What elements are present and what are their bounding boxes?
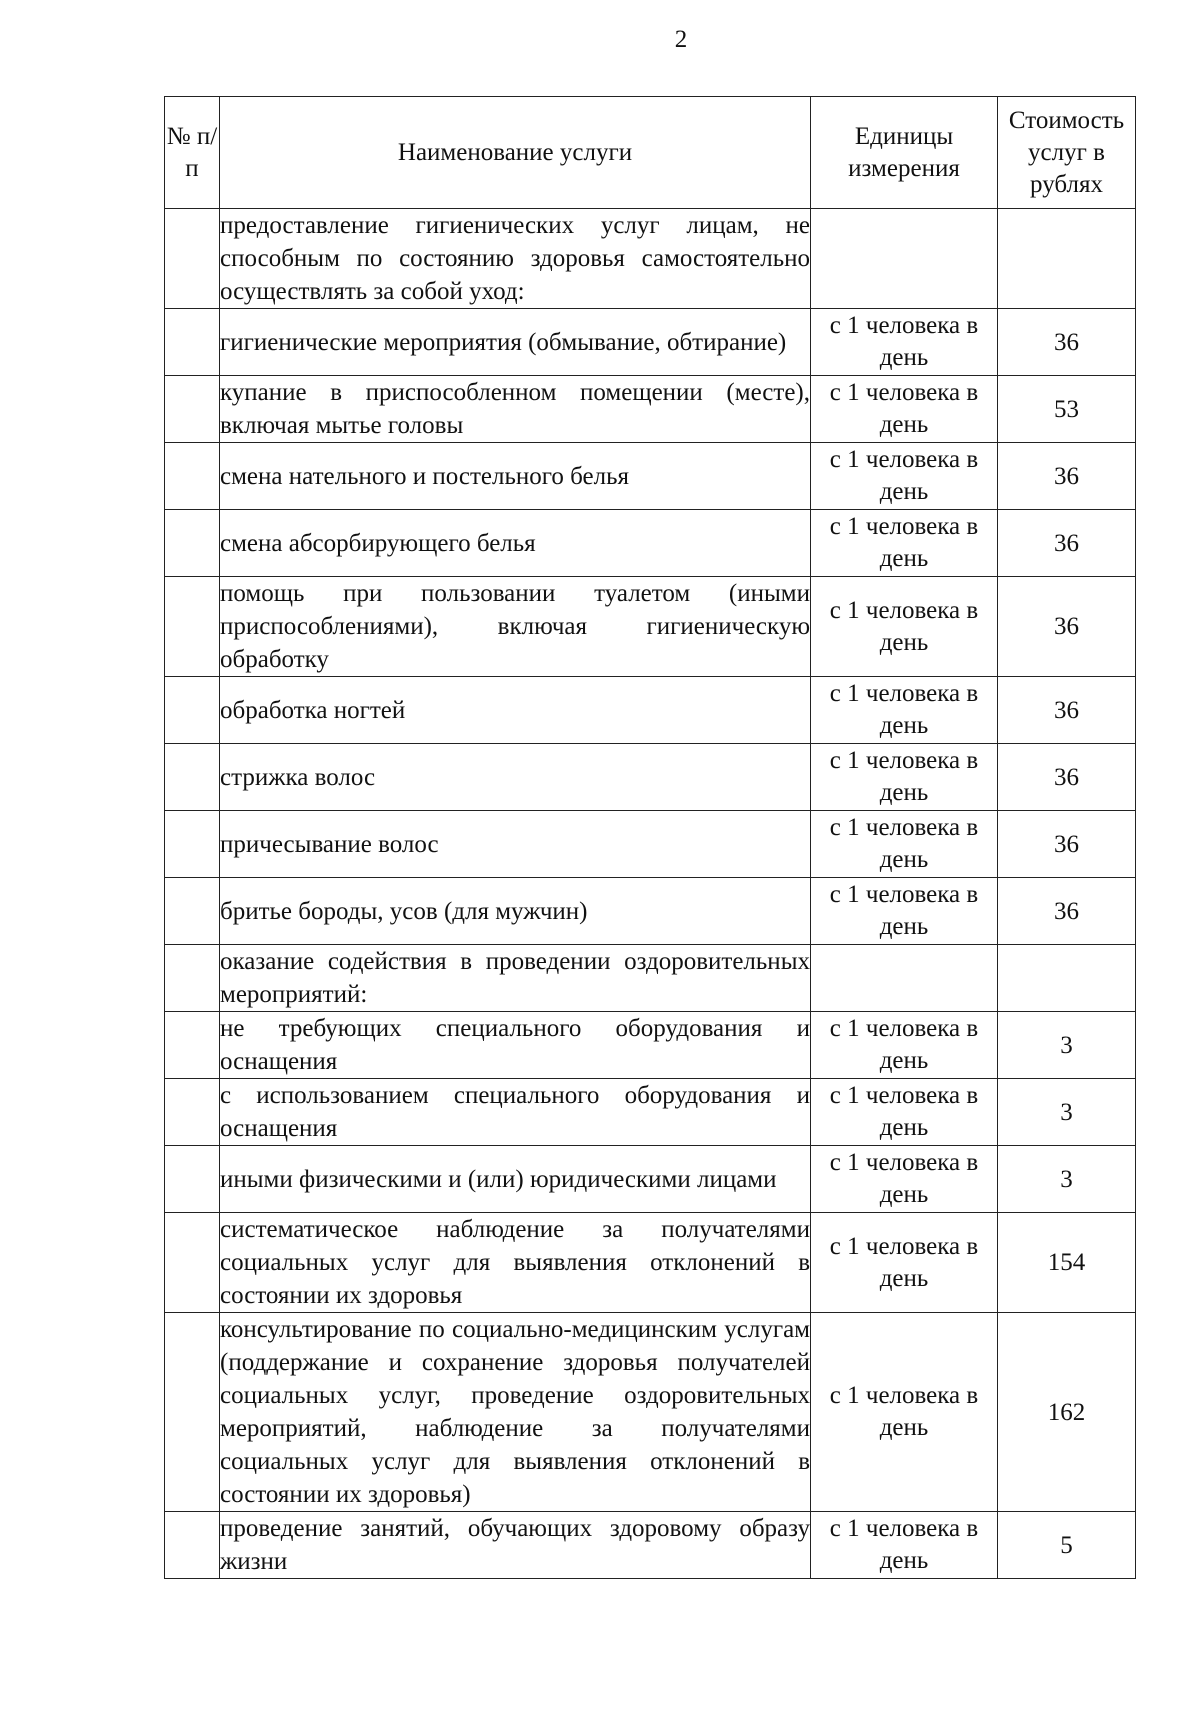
row-cost: 3 (998, 1146, 1136, 1213)
row-unit: с 1 человека в день (811, 376, 998, 443)
table-row (165, 677, 1136, 744)
table-row (165, 744, 1136, 811)
row-unit: с 1 человека в день (811, 1079, 998, 1146)
table-row (165, 443, 1136, 510)
row-number (165, 309, 220, 376)
table-row (165, 1079, 1136, 1146)
row-number (165, 376, 220, 443)
row-service-name: гигиенические мероприятия (обмывание, обтирание) (220, 309, 811, 376)
table-row (165, 510, 1136, 577)
page-number: 2 (674, 26, 688, 53)
row-number (165, 878, 220, 945)
row-cost: 36 (998, 577, 1136, 677)
table-row (165, 811, 1136, 878)
table-row (165, 945, 1136, 1012)
row-service-name: смена абсорбирующего белья (220, 510, 811, 577)
row-number (165, 1079, 220, 1146)
row-cost: 36 (998, 878, 1136, 945)
row-cost: 162 (998, 1313, 1136, 1512)
row-unit: с 1 человека в день (811, 878, 998, 945)
row-cost: 154 (998, 1213, 1136, 1313)
row-unit: с 1 человека в день (811, 1512, 998, 1579)
row-unit: с 1 человека в день (811, 577, 998, 677)
table-row (165, 309, 1136, 376)
row-service-name: смена нательного и постельного белья (220, 443, 811, 510)
row-service-name: не требующих специального оборудования и оснащения (220, 1012, 811, 1079)
row-cost: 36 (998, 744, 1136, 811)
row-service-name: бритье бороды, усов (для мужчин) (220, 878, 811, 945)
row-number (165, 945, 220, 1012)
row-service-name: оказание содействия в проведении оздоровительных мероприятий: (220, 945, 811, 1012)
row-number (165, 811, 220, 878)
row-unit: с 1 человека в день (811, 510, 998, 577)
services-price-table (164, 96, 1136, 1579)
row-unit: с 1 человека в день (811, 309, 998, 376)
row-number (165, 1012, 220, 1079)
header-cost: Стоимость услуг в рублях (998, 97, 1136, 209)
row-number (165, 1313, 220, 1512)
row-service-name: обработка ногтей (220, 677, 811, 744)
row-cost: 5 (998, 1512, 1136, 1579)
table-row (165, 1512, 1136, 1579)
row-cost: 36 (998, 811, 1136, 878)
row-number (165, 677, 220, 744)
row-unit: с 1 человека в день (811, 443, 998, 510)
row-unit: с 1 человека в день (811, 811, 998, 878)
row-service-name: купание в приспособленном помещении (месте), включая мытье головы (220, 376, 811, 443)
row-unit (811, 209, 998, 309)
table-row (165, 1213, 1136, 1313)
row-unit (811, 945, 998, 1012)
table-row (165, 1313, 1136, 1512)
table-row (165, 209, 1136, 309)
table-row (165, 577, 1136, 677)
row-cost (998, 209, 1136, 309)
row-service-name: иными физическими и (или) юридическими лицами (220, 1146, 811, 1213)
row-unit: с 1 человека в день (811, 677, 998, 744)
row-cost: 53 (998, 376, 1136, 443)
header-service-name: Наименование услуги (220, 97, 811, 209)
row-unit: с 1 человека в день (811, 1313, 998, 1512)
row-cost: 36 (998, 309, 1136, 376)
row-cost (998, 945, 1136, 1012)
header-unit: Единицы измерения (811, 97, 998, 209)
row-cost: 36 (998, 443, 1136, 510)
row-service-name: консультирование по социально-медицинским услугам (поддержание и сохранение здоровья получателей социальных услуг, проведение оздоровительных мероприятий, наблюдение за получателями социальных услуг для выявления отклонений в состоянии их здоровья) (220, 1313, 811, 1512)
row-number (165, 1213, 220, 1313)
table-row (165, 376, 1136, 443)
row-number (165, 209, 220, 309)
row-cost: 36 (998, 677, 1136, 744)
row-unit: с 1 человека в день (811, 744, 998, 811)
row-number (165, 577, 220, 677)
row-cost: 3 (998, 1079, 1136, 1146)
table-row (165, 1146, 1136, 1213)
row-cost: 36 (998, 510, 1136, 577)
row-service-name: проведение занятий, обучающих здоровому образу жизни (220, 1512, 811, 1579)
table-header-row (165, 97, 1136, 209)
row-number (165, 744, 220, 811)
row-number (165, 1512, 220, 1579)
row-cost: 3 (998, 1012, 1136, 1079)
row-number (165, 443, 220, 510)
row-service-name: предоставление гигиенических услуг лицам, не способным по состоянию здоровья самостоятельно осуществлять за собой уход: (220, 209, 811, 309)
row-service-name: стрижка волос (220, 744, 811, 811)
table-row (165, 878, 1136, 945)
table-row (165, 1012, 1136, 1079)
row-service-name: помощь при пользовании туалетом (иными приспособлениями), включая гигиеническую обработку (220, 577, 811, 677)
row-service-name: с использованием специального оборудования и оснащения (220, 1079, 811, 1146)
row-number (165, 1146, 220, 1213)
row-unit: с 1 человека в день (811, 1213, 998, 1313)
header-number: № п/п (165, 97, 220, 209)
row-number (165, 510, 220, 577)
row-unit: с 1 человека в день (811, 1146, 998, 1213)
row-service-name: систематическое наблюдение за получателями социальных услуг для выявления отклонений в состоянии их здоровья (220, 1213, 811, 1313)
row-unit: с 1 человека в день (811, 1012, 998, 1079)
row-service-name: причесывание волос (220, 811, 811, 878)
